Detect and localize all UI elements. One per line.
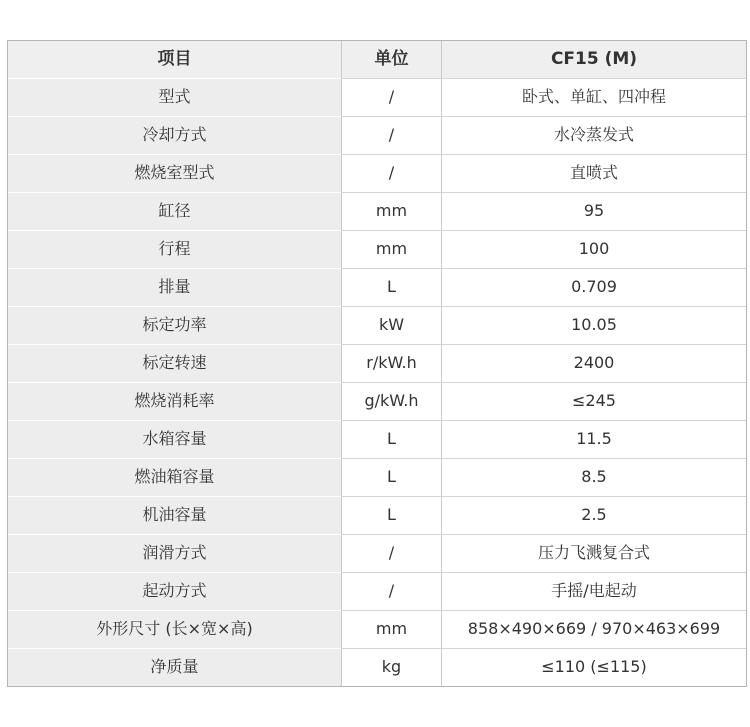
spec-item-cell: 排量	[8, 268, 341, 306]
spec-item-cell: 燃烧室型式	[8, 154, 341, 192]
spec-row	[8, 496, 746, 534]
spec-row	[8, 420, 746, 458]
spec-item-cell: 燃烧消耗率	[8, 382, 341, 420]
spec-row	[8, 648, 746, 686]
spec-unit-cell: /	[341, 78, 441, 116]
spec-value-cell: 95	[441, 192, 746, 230]
header-item-cell: 项目	[8, 41, 341, 78]
spec-header-row	[8, 41, 746, 78]
spec-row	[8, 116, 746, 154]
spec-value-cell: 直喷式	[441, 154, 746, 192]
spec-row	[8, 154, 746, 192]
spec-value-cell: ≤110 (≤115)	[441, 648, 746, 686]
header-model-cell: CF15 (M)	[441, 41, 746, 78]
spec-unit-cell: /	[341, 534, 441, 572]
spec-row	[8, 458, 746, 496]
spec-value-cell: 100	[441, 230, 746, 268]
spec-value-cell: 11.5	[441, 420, 746, 458]
spec-value-cell: ≤245	[441, 382, 746, 420]
spec-value-cell: 10.05	[441, 306, 746, 344]
spec-unit-cell: mm	[341, 230, 441, 268]
spec-row	[8, 382, 746, 420]
spec-row	[8, 78, 746, 116]
spec-unit-cell: L	[341, 268, 441, 306]
spec-item-cell: 燃油箱容量	[8, 458, 341, 496]
spec-value-cell: 水冷蒸发式	[441, 116, 746, 154]
spec-item-cell: 冷却方式	[8, 116, 341, 154]
spec-item-cell: 起动方式	[8, 572, 341, 610]
spec-item-cell: 外形尺寸 (长×宽×高)	[8, 610, 341, 648]
spec-row	[8, 306, 746, 344]
spec-unit-cell: g/kW.h	[341, 382, 441, 420]
spec-row	[8, 230, 746, 268]
spec-value-cell: 8.5	[441, 458, 746, 496]
spec-value-cell: 0.709	[441, 268, 746, 306]
header-unit-cell: 单位	[341, 41, 441, 78]
spec-item-cell: 行程	[8, 230, 341, 268]
spec-value-cell: 858×490×669 / 970×463×699	[441, 610, 746, 648]
spec-unit-cell: kW	[341, 306, 441, 344]
spec-row	[8, 610, 746, 648]
spec-unit-cell: mm	[341, 610, 441, 648]
spec-unit-cell: L	[341, 420, 441, 458]
spec-unit-cell: /	[341, 116, 441, 154]
spec-row	[8, 268, 746, 306]
spec-item-cell: 润滑方式	[8, 534, 341, 572]
spec-unit-cell: r/kW.h	[341, 344, 441, 382]
spec-unit-cell: mm	[341, 192, 441, 230]
spec-table	[7, 40, 747, 687]
spec-item-cell: 净质量	[8, 648, 341, 686]
spec-unit-cell: L	[341, 496, 441, 534]
spec-table-container	[7, 40, 747, 687]
spec-unit-cell: L	[341, 458, 441, 496]
spec-value-cell: 卧式、单缸、四冲程	[441, 78, 746, 116]
spec-row	[8, 344, 746, 382]
spec-item-cell: 标定功率	[8, 306, 341, 344]
spec-item-cell: 机油容量	[8, 496, 341, 534]
spec-unit-cell: /	[341, 572, 441, 610]
spec-unit-cell: /	[341, 154, 441, 192]
spec-unit-cell: kg	[341, 648, 441, 686]
spec-value-cell: 压力飞溅复合式	[441, 534, 746, 572]
spec-item-cell: 型式	[8, 78, 341, 116]
spec-row	[8, 572, 746, 610]
spec-value-cell: 手摇/电起动	[441, 572, 746, 610]
spec-item-cell: 水箱容量	[8, 420, 341, 458]
spec-item-cell: 缸径	[8, 192, 341, 230]
spec-row	[8, 192, 746, 230]
spec-row	[8, 534, 746, 572]
spec-value-cell: 2.5	[441, 496, 746, 534]
spec-value-cell: 2400	[441, 344, 746, 382]
spec-item-cell: 标定转速	[8, 344, 341, 382]
